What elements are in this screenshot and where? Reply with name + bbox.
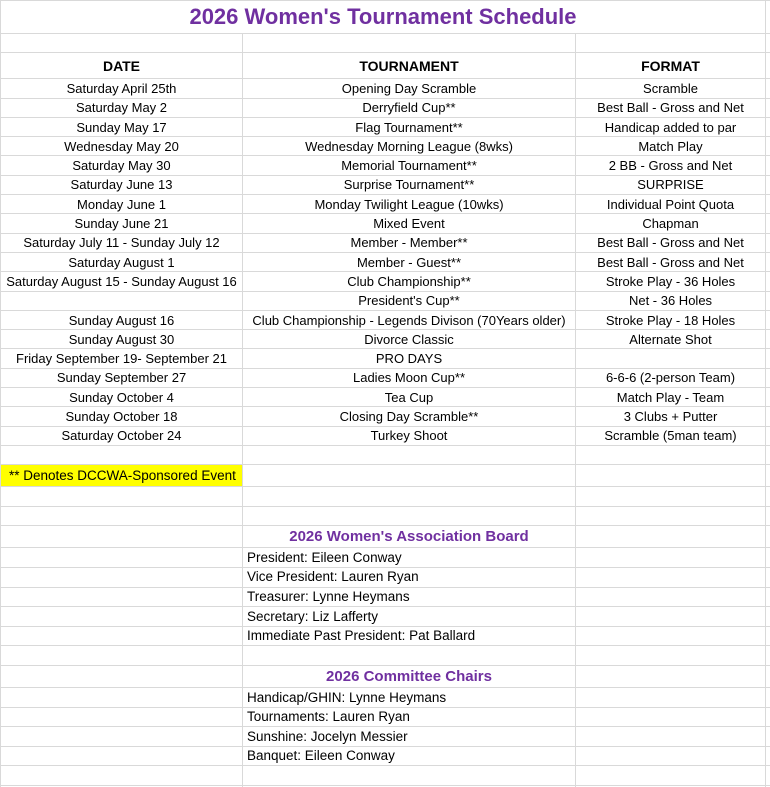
format-cell: Individual Point Quota: [576, 195, 766, 214]
grid-sliver-cell: [766, 708, 770, 728]
grid-sliver-cell: [766, 446, 770, 465]
column-header-format: FORMAT: [576, 53, 766, 79]
grid-sliver-cell: [766, 137, 770, 156]
member-row: [1, 607, 770, 627]
date-cell: Saturday May 30: [1, 156, 243, 175]
committee-rows: [1, 688, 770, 766]
date-cell: Sunday October 18: [1, 407, 243, 426]
board-rows: [1, 548, 770, 646]
empty-cell: [1, 607, 243, 627]
format-cell: Scramble: [576, 79, 766, 98]
grid-sliver-cell: [766, 727, 770, 747]
member-row: [1, 548, 770, 568]
grid-sliver-cell: [766, 465, 770, 487]
empty-cell: [576, 646, 766, 665]
format-cell: Best Ball - Gross and Net: [576, 99, 766, 118]
empty-cell: [576, 34, 766, 53]
table-row: [1, 292, 770, 311]
table-row: [1, 388, 770, 407]
format-cell: Match Play - Team: [576, 388, 766, 407]
grid-sliver-cell: [766, 766, 770, 785]
date-cell: Sunday August 16: [1, 311, 243, 330]
empty-cell: [576, 708, 766, 728]
grid-sliver-cell: [766, 156, 770, 175]
member-name-cell: Tournaments: Lauren Ryan: [243, 708, 576, 728]
table-row: [1, 349, 770, 368]
empty-cell: [576, 548, 766, 568]
empty-cell: [243, 766, 576, 785]
format-cell: Stroke Play - 36 Holes: [576, 272, 766, 291]
table-row: [1, 99, 770, 118]
grid-sliver-cell: [766, 507, 770, 526]
date-cell: Saturday August 1: [1, 253, 243, 272]
grid-sliver-cell: [766, 369, 770, 388]
committee-section-title: 2026 Committee Chairs: [243, 666, 576, 689]
empty-cell: [1, 646, 243, 665]
member-name-cell: President: Eileen Conway: [243, 548, 576, 568]
grid-sliver-cell: [766, 487, 770, 506]
tournament-cell: Opening Day Scramble: [243, 79, 576, 98]
table-row: [1, 407, 770, 426]
grid-sliver-cell: [766, 747, 770, 767]
empty-cell: [1, 708, 243, 728]
empty-cell: [576, 568, 766, 588]
grid-sliver-cell: [766, 253, 770, 272]
grid-sliver-cell: [766, 118, 770, 137]
empty-cell: [1, 446, 243, 465]
blank-row: [1, 446, 770, 465]
table-row: [1, 272, 770, 291]
member-name-cell: Sunshine: Jocelyn Messier: [243, 727, 576, 747]
grid-sliver-cell: [766, 99, 770, 118]
date-cell: [1, 292, 243, 311]
member-name-cell: Vice President: Lauren Ryan: [243, 568, 576, 588]
table-row: [1, 330, 770, 349]
empty-cell: [1, 588, 243, 608]
tournament-cell: Club Championship - Legends Divison (70Years older): [243, 311, 576, 330]
page-title: 2026 Women's Tournament Schedule: [1, 1, 766, 34]
format-cell: Match Play: [576, 137, 766, 156]
blank-row: [1, 507, 770, 526]
format-cell: Chapman: [576, 214, 766, 233]
empty-cell: [576, 526, 766, 549]
tournament-cell: President's Cup**: [243, 292, 576, 311]
member-row: [1, 747, 770, 767]
table-row: [1, 234, 770, 253]
empty-cell: [576, 666, 766, 689]
grid-sliver-cell: [766, 79, 770, 98]
empty-cell: [1, 507, 243, 526]
blank-row: [1, 766, 770, 785]
empty-cell: [1, 666, 243, 689]
tournament-cell: Flag Tournament**: [243, 118, 576, 137]
board-title-row: [1, 526, 770, 549]
table-row: [1, 137, 770, 156]
blank-row: [1, 34, 770, 53]
tournament-cell: Member - Guest**: [243, 253, 576, 272]
committee-title-row: [1, 666, 770, 689]
blank-row: [1, 646, 770, 665]
format-cell: Best Ball - Gross and Net: [576, 234, 766, 253]
grid-sliver-cell: [766, 176, 770, 195]
table-row: [1, 176, 770, 195]
format-cell: Net - 36 Holes: [576, 292, 766, 311]
empty-cell: [1, 568, 243, 588]
grid-sliver-cell: [766, 568, 770, 588]
grid-sliver-cell: [766, 1, 770, 34]
grid-sliver-cell: [766, 646, 770, 665]
empty-cell: [1, 727, 243, 747]
grid-sliver-cell: [766, 407, 770, 426]
format-cell: Alternate Shot: [576, 330, 766, 349]
empty-cell: [576, 727, 766, 747]
date-cell: Saturday June 13: [1, 176, 243, 195]
member-row: [1, 588, 770, 608]
empty-cell: [576, 688, 766, 708]
tournament-cell: Surprise Tournament**: [243, 176, 576, 195]
grid-sliver-cell: [766, 214, 770, 233]
board-section-title: 2026 Women's Association Board: [243, 526, 576, 549]
empty-cell: [1, 526, 243, 549]
date-cell: Sunday August 30: [1, 330, 243, 349]
empty-cell: [576, 607, 766, 627]
tournament-cell: Memorial Tournament**: [243, 156, 576, 175]
grid-sliver-cell: [766, 627, 770, 647]
empty-cell: [243, 446, 576, 465]
grid-sliver-cell: [766, 588, 770, 608]
schedule-rows: [1, 79, 770, 446]
grid-sliver-cell: [766, 427, 770, 446]
tournament-cell: Tea Cup: [243, 388, 576, 407]
tournament-cell: Closing Day Scramble**: [243, 407, 576, 426]
grid-sliver-cell: [766, 53, 770, 79]
empty-cell: [576, 766, 766, 785]
member-row: [1, 568, 770, 588]
tournament-cell: Derryfield Cup**: [243, 99, 576, 118]
empty-cell: [576, 446, 766, 465]
date-cell: Monday June 1: [1, 195, 243, 214]
empty-cell: [1, 627, 243, 647]
date-cell: Saturday October 24: [1, 427, 243, 446]
grid-sliver-cell: [766, 234, 770, 253]
empty-cell: [243, 487, 576, 506]
table-row: [1, 156, 770, 175]
grid-sliver-cell: [766, 688, 770, 708]
format-cell: Scramble (5man team): [576, 427, 766, 446]
note-row: [1, 465, 770, 487]
empty-cell: [1, 487, 243, 506]
grid-sliver-cell: [766, 272, 770, 291]
format-cell: 3 Clubs + Putter: [576, 407, 766, 426]
table-row: [1, 118, 770, 137]
empty-cell: [576, 465, 766, 487]
empty-cell: [576, 588, 766, 608]
title-row: [1, 1, 770, 34]
member-row: [1, 627, 770, 647]
column-header-date: DATE: [1, 53, 243, 79]
grid-sliver-cell: [766, 666, 770, 689]
date-cell: Wednesday May 20: [1, 137, 243, 156]
grid-sliver-cell: [766, 388, 770, 407]
empty-cell: [1, 688, 243, 708]
empty-cell: [1, 34, 243, 53]
table-row: [1, 369, 770, 388]
empty-cell: [1, 548, 243, 568]
member-name-cell: Banquet: Eileen Conway: [243, 747, 576, 767]
format-cell: 2 BB - Gross and Net: [576, 156, 766, 175]
tournament-cell: Mixed Event: [243, 214, 576, 233]
empty-cell: [243, 646, 576, 665]
member-row: [1, 727, 770, 747]
grid-sliver-cell: [766, 330, 770, 349]
tournament-cell: Member - Member**: [243, 234, 576, 253]
tournament-cell: Turkey Shoot: [243, 427, 576, 446]
date-cell: Saturday August 15 - Sunday August 16: [1, 272, 243, 291]
format-cell: SURPRISE: [576, 176, 766, 195]
table-row: [1, 195, 770, 214]
note-highlight: ** Denotes DCCWA-Sponsored Event: [1, 465, 243, 487]
grid-sliver-cell: [766, 34, 770, 53]
grid-sliver-cell: [766, 349, 770, 368]
table-row: [1, 311, 770, 330]
grid-sliver-cell: [766, 311, 770, 330]
empty-cell: [576, 627, 766, 647]
header-row: [1, 53, 770, 79]
member-row: [1, 708, 770, 728]
member-name-cell: Secretary: Liz Lafferty: [243, 607, 576, 627]
format-cell: [576, 349, 766, 368]
tournament-cell: Monday Twilight League (10wks): [243, 195, 576, 214]
date-cell: Sunday October 4: [1, 388, 243, 407]
member-name-cell: Immediate Past President: Pat Ballard: [243, 627, 576, 647]
member-row: [1, 688, 770, 708]
grid-sliver-cell: [766, 526, 770, 549]
empty-cell: [576, 487, 766, 506]
empty-cell: [243, 34, 576, 53]
date-cell: Saturday July 11 - Sunday July 12: [1, 234, 243, 253]
member-name-cell: Treasurer: Lynne Heymans: [243, 588, 576, 608]
table-row: [1, 427, 770, 446]
empty-cell: [1, 766, 243, 785]
grid-sliver-cell: [766, 292, 770, 311]
empty-cell: [243, 465, 576, 487]
format-cell: Handicap added to par: [576, 118, 766, 137]
tournament-cell: Wednesday Morning League (8wks): [243, 137, 576, 156]
format-cell: Best Ball - Gross and Net: [576, 253, 766, 272]
format-cell: 6-6-6 (2-person Team): [576, 369, 766, 388]
grid-sliver-cell: [766, 607, 770, 627]
member-name-cell: Handicap/GHIN: Lynne Heymans: [243, 688, 576, 708]
grid-sliver-cell: [766, 195, 770, 214]
date-cell: Friday September 19- September 21: [1, 349, 243, 368]
date-cell: Saturday April 25th: [1, 79, 243, 98]
grid-sliver-cell: [766, 548, 770, 568]
table-row: [1, 253, 770, 272]
tournament-cell: PRO DAYS: [243, 349, 576, 368]
tournament-cell: Ladies Moon Cup**: [243, 369, 576, 388]
empty-cell: [576, 747, 766, 767]
table-row: [1, 79, 770, 98]
empty-cell: [576, 507, 766, 526]
date-cell: Sunday May 17: [1, 118, 243, 137]
date-cell: Saturday May 2: [1, 99, 243, 118]
date-cell: Sunday June 21: [1, 214, 243, 233]
empty-cell: [243, 507, 576, 526]
column-header-tournament: TOURNAMENT: [243, 53, 576, 79]
format-cell: Stroke Play - 18 Holes: [576, 311, 766, 330]
date-cell: Sunday September 27: [1, 369, 243, 388]
tournament-cell: Club Championship**: [243, 272, 576, 291]
table-row: [1, 214, 770, 233]
tournament-cell: Divorce Classic: [243, 330, 576, 349]
blank-row: [1, 487, 770, 506]
empty-cell: [1, 747, 243, 767]
